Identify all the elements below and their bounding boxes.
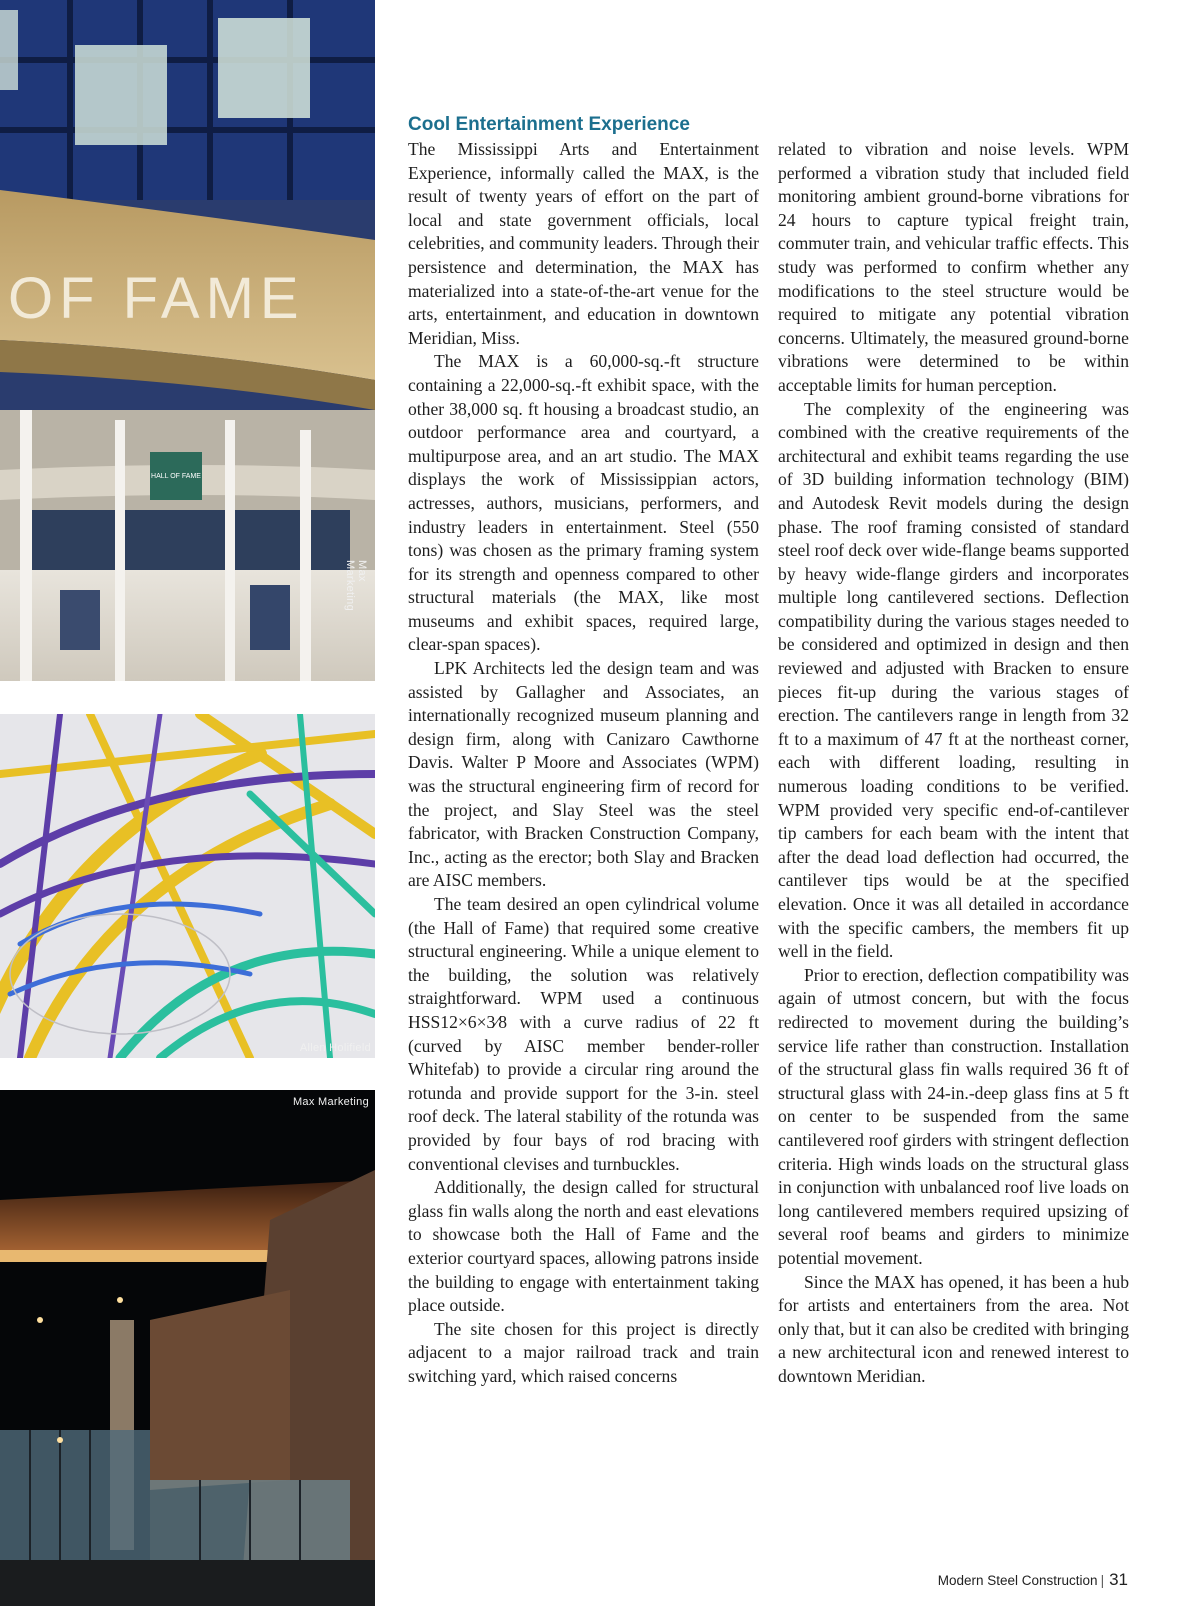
page-number: 31 [1109, 1570, 1128, 1589]
page-footer [938, 1570, 1128, 1590]
footer-separator: | [1100, 1573, 1105, 1588]
article-column-2 [778, 138, 1129, 1388]
photo-credit-top: Max Marketing [344, 560, 368, 611]
paragraph: related to vibration and noise levels. WPM performed a vibration study that included field monitoring ambient ground-borne vibrations for 24 hours to capture typical freight train, commuter train, and vehicular traffic effects. This study was performed to confirm whether any modifications to the steel structure would be required to mitigate any potential vibration concerns. Ultimately, the measured ground-borne vibrations were determined to be within acceptable limits for human perception. [778, 139, 1129, 395]
paragraph: LPK Architects led the design team and was assisted by Gallagher and Associates, an internationally recognized museum planning and design firm, along with Canizaro Cawthorne Davis. Walter P Moore and Associates (WPM) was the structural engineering firm of record for the project, and Slay Steel was the steel fabricator, with Bracken Construction Company, Inc., acting as the erector; both Slay and Bracken are AISC members. [408, 658, 759, 891]
article-column-1 [408, 112, 759, 1388]
svg-text:HALL OF FAME: HALL OF FAME [151, 473, 201, 480]
paragraph: Since the MAX has opened, it has been a hub for artists and entertainers from the area. Not only that, but it can also be credited with bringing a new architectural icon and renewed interest to downtown Meridian. [778, 1271, 1129, 1386]
hall-of-fame-illustration [0, 0, 375, 681]
paragraph: The site chosen for this project is directly adjacent to a major railroad track and train switching yard, which raised concerns [408, 1318, 759, 1386]
paragraph: Additionally, the design called for structural glass fin walls along the north and east elevations to showcase both the Hall of Fame and the exterior courtyard spaces, allowing patrons inside the building to engage with entertainment taking place outside. [408, 1177, 759, 1316]
paragraph: Prior to erection, deflection compatibility was again of utmost concern, but with the focus redirected to movement during the building’s service life rather than construction. Installation of the structural glass fin walls required 36 ft of structural glass with 24-in.-deep glass fins at 5 ft on center to be suspended from the same cantilevered roof girders with stringent deflection criteria. High winds loads on the structural glass in conjunction with unbalanced roof live loads on long cantilevered members required upsizing of several roof beams and girders to minimize potential movement. [778, 964, 1129, 1268]
paragraph: The complexity of the engineering was combined with the creative requirements of the architectural and exhibit teams regarding the use of 3D building information technology (BIM) and Autodesk Revit models during the design phase. The roof framing consisted of standard steel roof deck over wide-flange beams supported by heavy wide-flange girders and incorporates multiple long cantilevered sections. Deflection compatibility during the various stages needed to be considered and optimized in design and then reviewed and adjusted with Bracken to ensure pieces fit-up during the various stages of erection. The cantilevers range in length from 32 ft to a maximum of 47 ft at the northeast corner, each with different loading, resulting in numerous loading conditions to be verified. WPM provided very specific end-of-cantilever tip cambers for each beam with the intent that after the dead load deflection had occurred, the cantilever tips would be at the specified elevation. Once it was all detailed in accordance with the specific cambers, the members fit up well in the field. [778, 398, 1129, 962]
article-heading: Cool Entertainment Experience [408, 114, 690, 135]
photo-hall-of-fame [0, 0, 375, 681]
photo-exterior-night [0, 1090, 375, 1606]
paragraph: The team desired an open cylindrical volume (the Hall of Fame) that required some creative structural engineering. While a unique element to the building, the solution was relatively straightforward. WPM used a continuous HSS12×6×3⁄8 with a curve radius of 22 ft (curved by AISC member bender-roller Whitefab) to provide a circular ring around the rotunda and provide support for the 3-in. steel roof deck. The lateral stability of the rotunda was provided by four bays of rod bracing with conventional clevises and turnbuckles. [408, 894, 759, 1174]
paragraph: The Mississippi Arts and Entertainment Experience, informally called the MAX, is the result of twenty years of effort on the part of local and state government officials, local celebrities, and community leaders. Through their persistence and determination, the MAX has materialized into a state-of-the-art venue for the arts, entertainment, and education in downtown Meridian, Miss. [408, 139, 759, 348]
paragraph: The MAX is a 60,000-sq.-ft structure containing a 22,000-sq.-ft exhibit space, with the other 38,000 sq. ft housing a broadcast studio, an outdoor performance area and courtyard, a multipurpose area, and an art studio. The MAX displays the work of Mississippian actors, actresses, authors, musicians, performers, and industry leaders in entertainment. Steel (550 tons) was chosen as the primary framing system for its strength and openness compared to other structural materials (the MAX, like most museums and exhibit spaces, required large, clear-span spaces). [408, 351, 759, 655]
publication-name: Modern Steel Construction [937, 1573, 1098, 1588]
photo-credit-bottom: Max Marketing [292, 1096, 369, 1108]
photo-credit-middle: Allen Holifield [299, 1042, 371, 1054]
exterior-night-illustration [0, 1090, 375, 1606]
hall-of-fame-sign: OF FAME [8, 266, 305, 331]
photo-column [0, 0, 375, 1606]
photo-bim-model [0, 714, 375, 1058]
bim-model-illustration [0, 714, 375, 1058]
